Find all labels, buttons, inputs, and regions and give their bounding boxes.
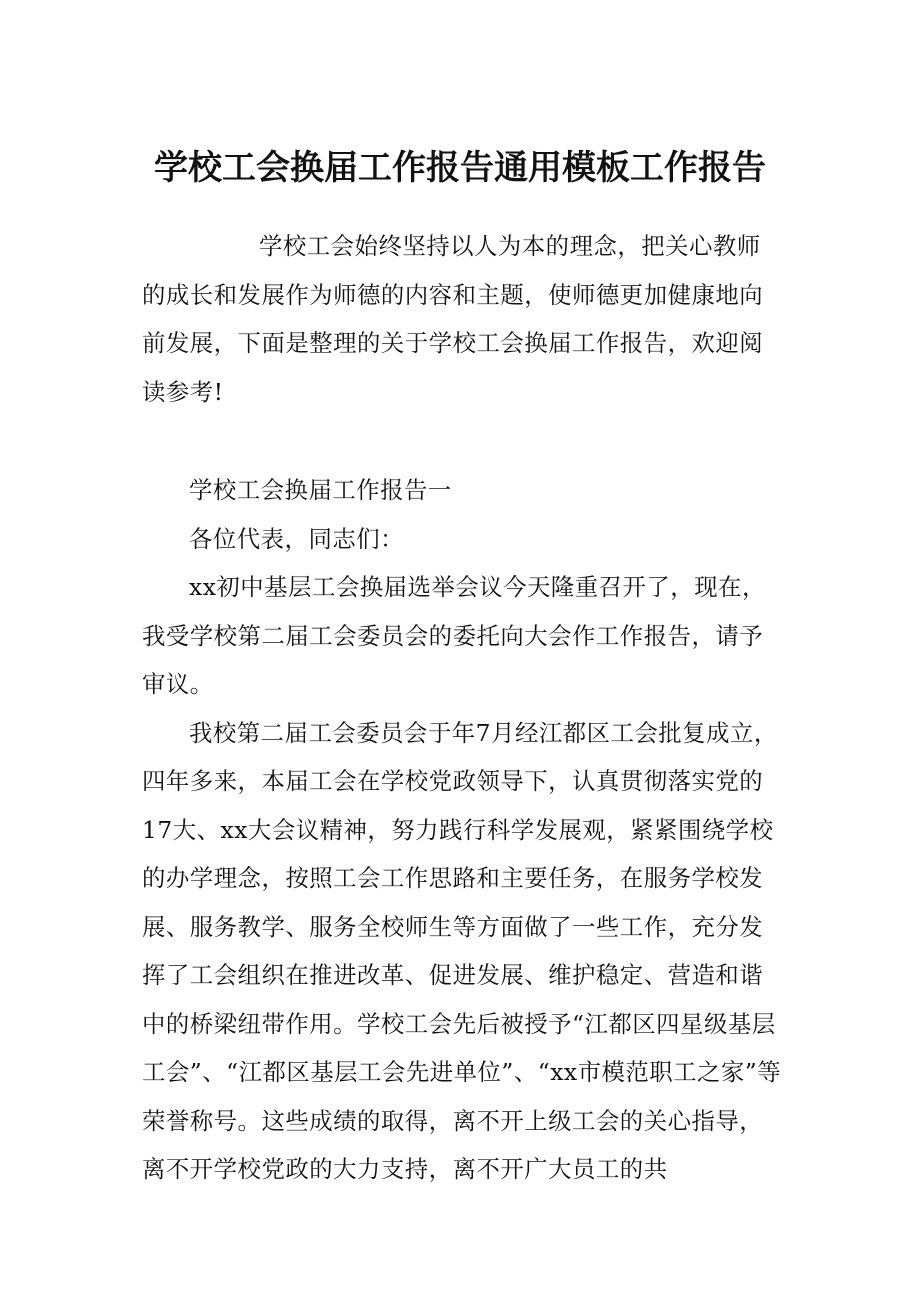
body-paragraph-1: xx初中基层工会换届选举会议今天隆重召开了，现在，我受学校第二届工会委员会的委托向大会作工作报告，请予审议。 — [142, 573, 766, 698]
document-title: 学校工会换届工作报告通用模板工作报告 — [154, 148, 766, 188]
section-heading: 学校工会换届工作报告一 — [189, 476, 452, 504]
intro-paragraph-block — [142, 222, 782, 416]
report-body — [142, 466, 782, 1194]
intro-paragraph: 学校工会始终坚持以人为本的理念，把关心教师的成长和发展作为师德的内容和主题，使师德更加健康地向前发展，下面是整理的关于学校工会换届工作报告，欢迎阅读参考! — [142, 232, 764, 406]
salutation: 各位代表，同志们： — [189, 524, 405, 553]
body-paragraph-2: 我校第二届工会委员会于年7月经江都区工会批复成立，四年多来，本届工会在学校党政领导下，认真贯彻落实党的17大、xx大会议精神，努力践行科学发展观，紧紧围绕学校的办学理念，按照工会工作思路和主要任务，在服务学校发展、服务教学、服务全校师生等方面做了一些工作，充分发挥了工会组织在推进改革、促进发展、维护稳定、营造和谐中的桥梁纽带作用。学校工会先后被授予“江都区四星级基层工会”、“江都区基层工会先进单位”、“xx市模范职工之家”等荣誉称号。这些成绩的取得，离不开上级工会的关心指导，离不开学校党政的大力支持，离不开广大员工的共 — [142, 718, 782, 1183]
